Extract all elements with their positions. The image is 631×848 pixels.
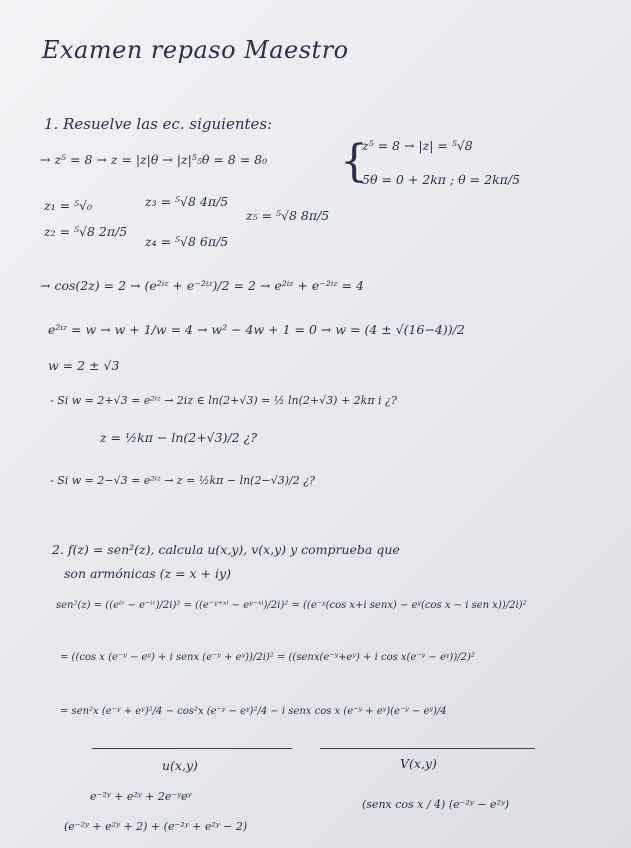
problem-1-heading: 1. Resuelve las ec. siguientes: <box>44 115 273 133</box>
p1-line-1: → z⁵ = 8 → z = |z|θ → |z|⁵₅θ = 8 = 8₀ <box>40 152 268 167</box>
p2-line-1: sen²(z) = ((eⁱᶻ − e⁻ⁱᶻ)/2i)² = ((e⁻ʸ⁺ˣⁱ − eʸ⁻ˣⁱ)/2i)² = ((e⁻ʸ(cos x+i senx) − eʸ(cos x − i sen x))/2i)² <box>56 600 527 611</box>
p1-line-9: - Si w = 2−√3 = e²ⁱᶻ → z = ½kπ − ln(2−√3)/2 ¿? <box>50 474 315 487</box>
u-underline <box>92 748 292 749</box>
problem-2-heading-2: son armónicas (z = x + iy) <box>64 566 231 581</box>
v-underline <box>320 748 535 749</box>
problem-2-heading: 2. f(z) = sen²(z), calcula u(x,y), v(x,y) y comprueba que <box>52 542 400 557</box>
p1-root-3: z₃ = ⁵√8 4π/5 <box>145 194 229 209</box>
system-brace: { <box>340 136 368 187</box>
p2-line-2: = ((cos x (e⁻ʸ − eʸ) + i senx (e⁻ʸ + eʸ))/2i)² = ((senx(e⁻ʸ+eʸ) + i cos x(e⁻ʸ − eʸ))/2)² <box>60 652 475 663</box>
p2-line-5: (e⁻²ʸ + e²ʸ + 2) + (e⁻²ʸ + e²ʸ − 2) <box>64 820 248 833</box>
page-title: Examen repaso Maestro <box>42 36 349 64</box>
p1-line-6: w = 2 ± √3 <box>48 358 120 373</box>
p2-line-6: (senx cos x / 4) (e⁻²ʸ − e²ʸ) <box>362 798 510 811</box>
p2-line-3: = sen²x (e⁻ʸ + eʸ)²/4 − cos²x (e⁻ʸ − eʸ)²/4 − i senx cos x (e⁻ʸ + eʸ)(e⁻ʸ − eʸ)/4 <box>60 706 447 717</box>
p1-line-8: z = ½kπ − ln(2+√3)/2 ¿? <box>100 430 258 445</box>
p1-right-2: 5θ = 0 + 2kπ ; θ = 2kπ/5 <box>362 172 521 187</box>
v-label: V(x,y) <box>400 756 437 771</box>
p1-line-7: - Si w = 2+√3 = e²ⁱᶻ → 2iz ∈ ln(2+√3) = ½ ln(2+√3) + 2kπ i ¿? <box>50 394 397 407</box>
p1-root-4: z₄ = ⁵√8 6π/5 <box>145 234 229 249</box>
u-label: u(x,y) <box>162 758 198 773</box>
p1-root-5: z₅ = ⁵√8 8π/5 <box>246 208 330 223</box>
p1-line-4: → cos(2z) = 2 → (e²ⁱᶻ + e⁻²ⁱᶻ)/2 = 2 → e²ⁱᶻ + e⁻²ⁱᶻ = 4 <box>40 278 364 293</box>
p1-line-5: e²ⁱᶻ = w → w + 1/w = 4 → w² − 4w + 1 = 0 → w = (4 ± √(16−4))/2 <box>48 322 465 337</box>
p1-right-1: z⁵ = 8 → |z| = ⁵√8 <box>362 138 473 153</box>
p1-root-2: z₂ = ⁵√8 2π/5 <box>44 224 128 239</box>
p2-line-4: e⁻²ʸ + e²ʸ + 2e⁻ʸeʸ <box>90 790 192 803</box>
p1-root-1: z₁ = ⁵√₀ <box>44 198 93 213</box>
